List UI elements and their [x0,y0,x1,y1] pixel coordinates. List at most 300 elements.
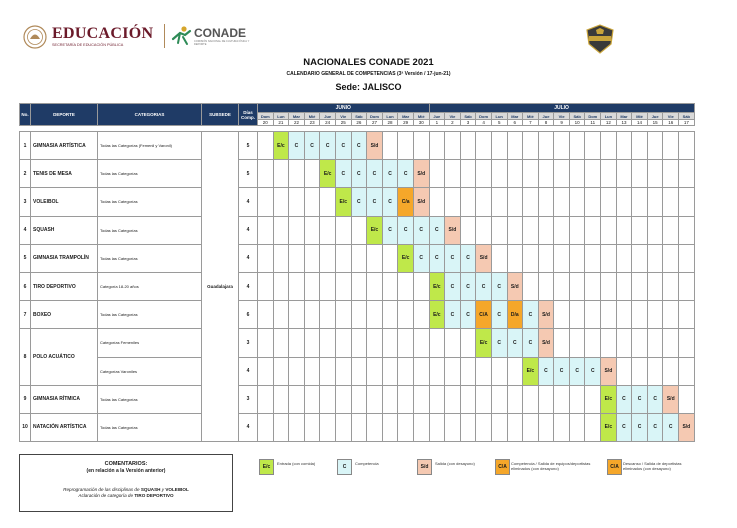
schedule-cell: E/c [273,132,289,160]
schedule-cell-empty [663,188,679,216]
schedule-cell-empty [554,160,570,188]
schedule-cell-empty [585,272,601,300]
schedule-cell-empty [507,244,523,272]
schedule-cell-empty [258,244,274,272]
schedule-cell-empty [429,160,445,188]
schedule-cell: C [647,385,663,413]
schedule-cell-empty [554,301,570,329]
schedule-cell: C [460,244,476,272]
schedule-cell-empty [523,132,539,160]
day-name: Mar [507,113,523,120]
runner-icon [170,25,192,47]
schedule-cell-empty [429,329,445,357]
schedule-cell-empty [632,329,648,357]
schedule-cell-empty [491,160,507,188]
schedule-cell-empty [273,272,289,300]
conade-brand-text: CONADE [194,26,247,40]
schedule-cell-empty [523,385,539,413]
schedule-cell: C [351,160,367,188]
schedule-cell-empty [538,413,554,441]
schedule-cell-empty [367,329,383,357]
schedule-cell-empty [351,329,367,357]
schedule-cell-empty [382,413,398,441]
schedule-cell-empty [616,132,632,160]
schedule-cell-empty [351,244,367,272]
col-categorias: CATEGORIAS [98,104,202,126]
table-row [20,132,695,160]
schedule-cell-empty [367,244,383,272]
competition-days: 4 [239,244,258,272]
schedule-cell-empty [460,329,476,357]
schedule-cell-empty [413,385,429,413]
competition-days: 5 [239,160,258,188]
schedule-cell-empty [476,216,492,244]
comment-1-bold-voleibol: VOLEIBOL [165,487,189,492]
schedule-cell-empty [663,272,679,300]
row-number: 4 [20,216,31,244]
schedule-cell-empty [616,329,632,357]
schedule-cell-empty [320,357,336,385]
schedule-cell-empty [320,244,336,272]
comments-subheading: (en relación a la Versión anterior) [86,468,166,474]
day-name: Vie [554,113,570,120]
schedule-cell-empty [585,301,601,329]
row-number: 7 [20,301,31,329]
day-number: 12 [601,120,617,126]
conade-subtitle: COMISIÓN NACIONAL DE CULTURA FÍSICA Y DEPORTE [194,40,250,46]
schedule-cell: S/d [413,160,429,188]
month-junio: JUNIO [258,104,430,113]
day-number: 15 [647,120,663,126]
schedule-cell: C [585,357,601,385]
day-name: Mar [616,113,632,120]
schedule-cell-empty [523,216,539,244]
table-row [20,301,695,329]
schedule-cell-empty [507,160,523,188]
day-number: 5 [491,120,507,126]
schedule-cell-empty [554,272,570,300]
day-name: Sáb [679,113,695,120]
day-number: 26 [351,120,367,126]
schedule-cell-empty [304,216,320,244]
schedule-cell-empty [554,385,570,413]
schedule-cell-empty [554,188,570,216]
category: Todas las Categorías [98,385,202,413]
schedule-cell-empty [413,329,429,357]
competition-days: 6 [239,301,258,329]
schedule-cell-empty [569,272,585,300]
schedule-cell: C [351,132,367,160]
schedule-cell-empty [289,244,305,272]
day-number: 29 [398,120,414,126]
schedule-cell-empty [289,385,305,413]
schedule-cell-empty [289,413,305,441]
schedule-cell: C [304,132,320,160]
schedule-cell: C [460,272,476,300]
schedule-cell-empty [335,385,351,413]
day-name: Dom [585,113,601,120]
schedule-cell-empty [632,188,648,216]
schedule-cell-empty [320,329,336,357]
schedule-cell-empty [351,385,367,413]
schedule-cell-empty [445,385,461,413]
col-dias: Días Comp. [239,104,258,126]
schedule-cell: S/d [601,357,617,385]
schedule-cell-empty [491,244,507,272]
row-number: 5 [20,244,31,272]
schedule-cell-empty [382,357,398,385]
schedule-cell: C [460,301,476,329]
schedule-cell-empty [507,188,523,216]
category: Todas las Categorías [98,244,202,272]
schedule-cell: E/c [523,357,539,385]
schedule-cell-empty [632,301,648,329]
schedule-cell-empty [460,385,476,413]
category: Todas las Categorías [98,413,202,441]
schedule-cell-empty [258,385,274,413]
coat-of-arms-icon [22,24,48,50]
schedule-cell-empty [647,329,663,357]
day-number: 25 [335,120,351,126]
schedule-cell-empty [398,329,414,357]
schedule-cell: C [398,160,414,188]
schedule-cell-empty [523,413,539,441]
schedule-cell-empty [304,413,320,441]
schedule-cell-empty [601,160,617,188]
event-badge-logo [585,24,615,54]
schedule-cell: C [351,188,367,216]
schedule-cell: C [320,132,336,160]
schedule-cell: C [538,357,554,385]
schedule-cell: E/c [398,244,414,272]
schedule-cell-empty [304,385,320,413]
schedule-cell-empty [679,385,695,413]
schedule-cell-empty [491,413,507,441]
comment-line-2 [20,493,232,498]
schedule-cell-empty [554,413,570,441]
schedule-cell-empty [538,272,554,300]
schedule-cell-empty [258,188,274,216]
schedule-cell: C/a [398,188,414,216]
schedule-cell-empty [554,329,570,357]
schedule-cell-empty [569,160,585,188]
day-number: 4 [476,120,492,126]
schedule-cell: D/a [507,301,523,329]
legend-swatch-eliminated: C/A [495,459,510,475]
schedule-cell-empty [585,385,601,413]
schedule-cell-empty [616,357,632,385]
schedule-cell-empty [491,357,507,385]
schedule-cell-empty [523,160,539,188]
conade-logo [170,25,260,49]
schedule-cell-empty [382,385,398,413]
schedule-cell: C [367,188,383,216]
day-number: 20 [258,120,274,126]
schedule-cell-empty [460,216,476,244]
schedule-cell-empty [679,244,695,272]
schedule-cell-empty [460,413,476,441]
schedule-cell-empty [367,301,383,329]
schedule-cell-empty [585,160,601,188]
sport-name: SQUASH [31,216,98,244]
schedule-cell-empty [679,188,695,216]
schedule-cell-empty [398,132,414,160]
schedule-cell-empty [647,188,663,216]
schedule-cell-empty [491,132,507,160]
legend-text-rest: Descanso / Salida de deportistas eliminados (con desayuno) [623,461,682,471]
schedule-cell-empty [289,188,305,216]
row-number: 10 [20,413,31,441]
table-row [20,216,695,244]
day-name: Dom [367,113,383,120]
day-name: Vie [335,113,351,120]
schedule-cell-empty [382,132,398,160]
schedule-cell-empty [320,301,336,329]
schedule-cell: C [523,329,539,357]
schedule-cell-empty [569,132,585,160]
schedule-cell-empty [445,132,461,160]
schedule-cell: C [429,216,445,244]
day-number: 13 [616,120,632,126]
schedule-cell-empty [335,244,351,272]
schedule-cell-empty [679,301,695,329]
schedule-cell-empty [304,301,320,329]
day-name: Lun [273,113,289,120]
schedule-cell-empty [476,132,492,160]
schedule-cell-empty [320,216,336,244]
day-number: 3 [460,120,476,126]
schedule-cell: S/d [445,216,461,244]
day-name: Lun [491,113,507,120]
schedule-cell-empty [507,385,523,413]
schedule-cell-empty [507,132,523,160]
schedule-cell: C [398,216,414,244]
day-name: Vie [663,113,679,120]
schedule-cell-empty [663,329,679,357]
day-number: 27 [367,120,383,126]
schedule-cell-empty [320,385,336,413]
day-name: Sáb [569,113,585,120]
schedule-cell-empty [273,301,289,329]
schedule-cell-empty [601,216,617,244]
schedule-cell-empty [429,413,445,441]
schedule-cell: S/d [413,188,429,216]
table-row [20,244,695,272]
day-number: 28 [382,120,398,126]
schedule-cell-empty [398,272,414,300]
schedule-cell-empty [647,244,663,272]
schedule-cell: C [445,301,461,329]
col-subsede: SUBSEDE [202,104,239,126]
schedule-cell-empty [523,272,539,300]
schedule-cell: E/c [601,413,617,441]
sport-name: GIMNASIA ARTÍSTICA [31,132,98,160]
schedule-cell: E/c [429,301,445,329]
competition-days: 4 [239,357,258,385]
legend [249,455,719,511]
schedule-cell-empty [273,357,289,385]
schedule-cell-empty [647,272,663,300]
schedule-cell: C [429,244,445,272]
schedule-cell: C [335,160,351,188]
row-number: 3 [20,188,31,216]
schedule-cell-empty [398,357,414,385]
schedule-cell-empty [679,132,695,160]
schedule-cell: C [632,413,648,441]
schedule-cell-empty [647,216,663,244]
schedule-cell-empty [476,188,492,216]
competition-days: 4 [239,188,258,216]
schedule-cell-empty [647,132,663,160]
schedule-cell-empty [258,301,274,329]
schedule-cell-empty [569,188,585,216]
schedule-cell-empty [585,132,601,160]
row-number: 6 [20,272,31,300]
day-number: 16 [663,120,679,126]
day-name: Sáb [351,113,367,120]
schedule-cell: C [335,132,351,160]
day-number: 22 [289,120,305,126]
day-name: Sáb [460,113,476,120]
schedule-cell-empty [663,301,679,329]
schedule-cell-empty [538,160,554,188]
schedule-cell-empty [304,160,320,188]
day-number: 2 [445,120,461,126]
schedule-cell-empty [335,301,351,329]
schedule-cell-empty [460,357,476,385]
day-number: 10 [569,120,585,126]
schedule-cell-empty [476,413,492,441]
legend-text-entry: Entrada (con comida) [277,461,316,466]
schedule-cell-empty [382,301,398,329]
schedule-cell-empty [367,413,383,441]
schedule-cell-empty [554,132,570,160]
competition-days: 5 [239,132,258,160]
schedule-cell-empty [304,357,320,385]
table-row [20,272,695,300]
schedule-cell-empty [663,216,679,244]
schedule-cell-empty [616,244,632,272]
schedule-cell-empty [663,132,679,160]
schedule-cell: S/d [538,301,554,329]
schedule-cell-empty [273,329,289,357]
legend-swatch-exit: S/d [417,459,432,475]
schedule-cell-empty [616,188,632,216]
comment-1-mid: y [161,487,165,492]
schedule-cell: E/c [429,272,445,300]
sep-logo [22,24,162,50]
schedule-cell-empty [273,216,289,244]
legend-swatch-entry: E/c [259,459,274,475]
schedule-cell-empty [335,216,351,244]
comment-1-prefix: Reprogramación de las disciplinas de [63,487,140,492]
schedule-cell-empty [569,413,585,441]
sep-brand-text: EDUCACIÓN [52,25,154,42]
header-row-months [20,104,695,113]
schedule-cell-empty [289,160,305,188]
schedule-cell: C [367,160,383,188]
schedule-cell: C [507,329,523,357]
competition-days: 4 [239,216,258,244]
schedule-cell-empty [351,357,367,385]
schedule-cell-empty [647,357,663,385]
schedule-cell-empty [523,244,539,272]
schedule-cell-empty [398,413,414,441]
schedule-cell-empty [507,413,523,441]
sport-name: TENIS DE MESA [31,160,98,188]
day-number: 24 [320,120,336,126]
schedule-cell-empty [304,244,320,272]
day-name: Lun [382,113,398,120]
schedule-cell-empty [304,329,320,357]
row-number: 1 [20,132,31,160]
day-number: 6 [507,120,523,126]
schedule-cell-empty [476,357,492,385]
schedule-cell-empty [320,413,336,441]
schedule-cell-empty [351,301,367,329]
schedule-cell-empty [679,329,695,357]
schedule-cell-empty [382,244,398,272]
category: Todas las Categorías [98,188,202,216]
schedule-cell-empty [413,413,429,441]
schedule-cell: S/d [476,244,492,272]
schedule-cell: C [382,216,398,244]
schedule-cell-empty [413,272,429,300]
col-no: No. [20,104,31,126]
sep-subtitle: SECRETARÍA DE EDUCACIÓN PÚBLICA [52,43,124,47]
comments-box [19,454,233,512]
day-number: 7 [523,120,539,126]
schedule-cell-empty [335,357,351,385]
schedule-cell-empty [289,216,305,244]
schedule-cell: C [476,272,492,300]
schedule-cell-empty [601,188,617,216]
schedule-cell-empty [616,272,632,300]
day-name: Jue [320,113,336,120]
schedule-cell: E/c [335,188,351,216]
schedule-cell-empty [335,413,351,441]
schedule-cell-empty [491,188,507,216]
logo-divider [164,24,165,48]
schedule-cell-empty [273,385,289,413]
day-number: 11 [585,120,601,126]
day-name: Mié [304,113,320,120]
schedule-cell-empty [304,188,320,216]
schedule-cell-empty [632,216,648,244]
day-name: Mié [413,113,429,120]
sport-name: NATACIÓN ARTÍSTICA [31,413,98,441]
schedule-cell-empty [382,329,398,357]
schedule-cell-empty [507,357,523,385]
comment-2-bold-tiro: TIRO DEPORTIVO [134,493,174,498]
schedule-cell-empty [273,160,289,188]
schedule-cell-empty [554,244,570,272]
schedule-cell-empty [538,244,554,272]
table-row [20,357,695,385]
schedule-cell-empty [554,216,570,244]
day-number: 17 [679,120,695,126]
day-number: 21 [273,120,289,126]
day-number: 1 [429,120,445,126]
table-row [20,413,695,441]
schedule-cell-empty [289,329,305,357]
schedule-cell: S/d [367,132,383,160]
sport-name: GIMNASIA TRAMPOLÍN [31,244,98,272]
table-row [20,329,695,357]
schedule-cell-empty [289,301,305,329]
schedule-cell-empty [647,160,663,188]
legend-text-competition: Competencia [355,461,379,466]
